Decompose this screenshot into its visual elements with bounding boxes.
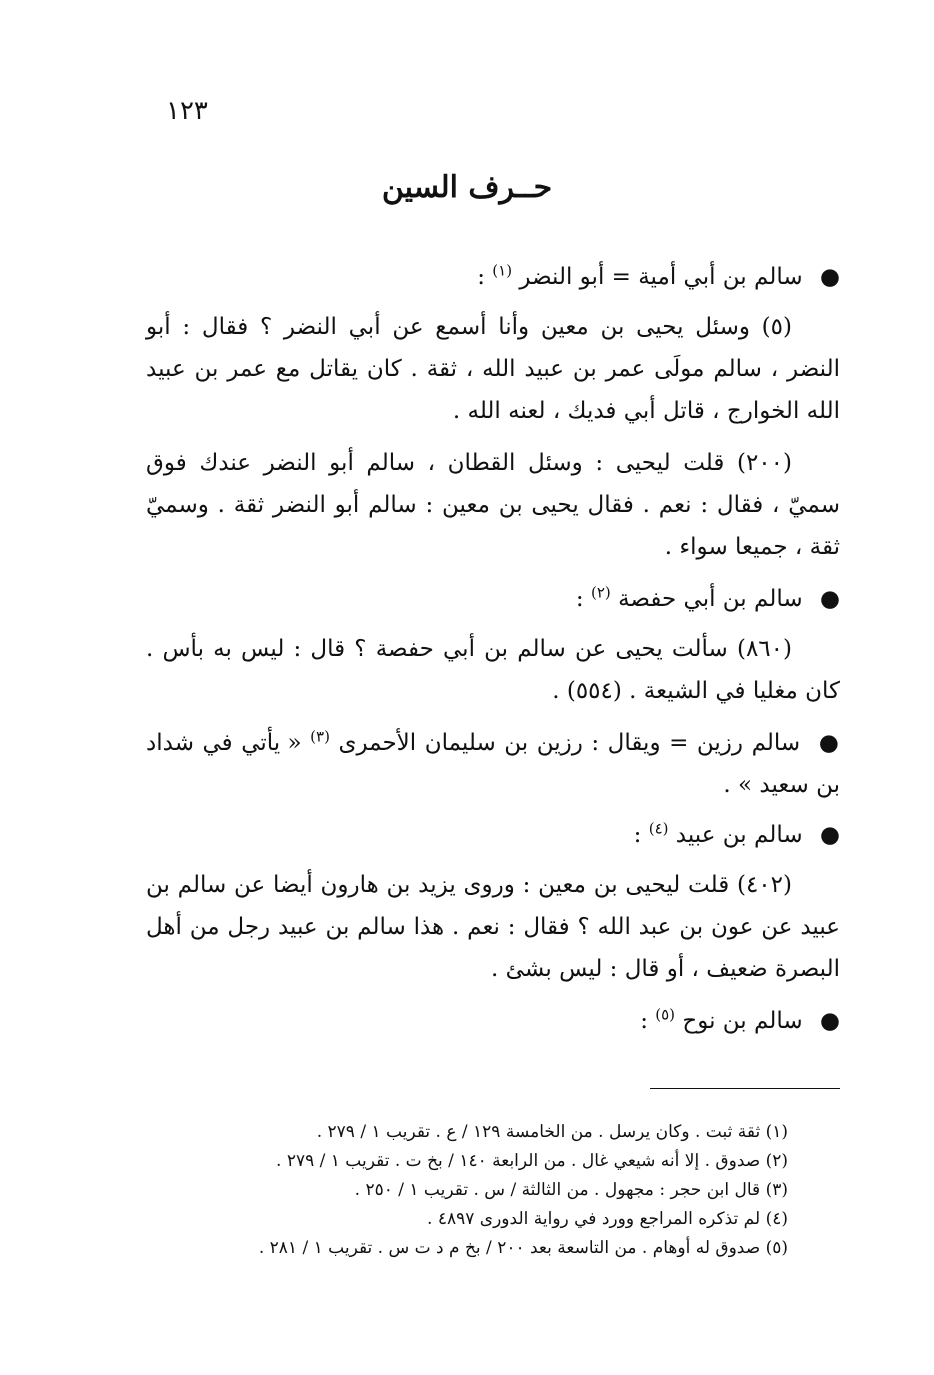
- footnote: (٢) صدوق . إلا أنه شيعي غال . من الرابعة ١٤٠ / بخ ت . تقريب ١ / ٢٧٩ .: [276, 1151, 788, 1171]
- bullet-icon: ●: [819, 264, 840, 290]
- entry-heading: [146, 814, 840, 856]
- bullet-icon: ●: [819, 822, 840, 848]
- entry-salim-razin: [146, 722, 840, 806]
- entry-salim-ibn-ubayd: [146, 814, 840, 990]
- page-number: ١٢٣: [166, 96, 208, 126]
- bullet-icon: ●: [819, 1008, 840, 1034]
- footnote-ref: (٢): [590, 583, 611, 602]
- chapter-title: حــرف السين: [381, 170, 553, 205]
- footnote: (٤) لم تذكره المراجع وورد في رواية الدورى ٤٨٩٧ .: [427, 1209, 788, 1229]
- entry-paragraph: (٢٠٠) قلت ليحيى : وسئل القطان ، سالم أبو النضر عندك فوق سميّ ، فقال : نعم . فقال يحيى بن معين : سالم أبو النضر ثقة . وسميّ ثقة ، جميعا سواء .: [146, 450, 840, 560]
- entry-name: سالم بن نوح: [682, 1008, 803, 1034]
- entry-name: سالم بن أبي حفصة: [618, 586, 803, 612]
- footnote-ref: (٣): [310, 727, 330, 746]
- entry-cross-reference: « يأتي في شداد بن سعيد » .: [146, 730, 840, 798]
- entry-name: سالم بن عبيد: [675, 822, 803, 848]
- footnote-ref: (٥): [655, 1005, 676, 1024]
- bullet-icon: ●: [819, 586, 840, 612]
- footnote-ref: (١): [492, 261, 513, 280]
- main-content: [146, 250, 840, 1050]
- entry-paragraph: (٨٦٠) سألت يحيى عن سالم بن أبي حفصة ؟ قال : ليس به بأس . كان مغليا في الشيعة . (٥٥٤) .: [146, 636, 840, 704]
- entry-heading: [146, 256, 840, 298]
- entry-colon: :: [633, 822, 642, 848]
- entry-heading: [146, 1000, 840, 1042]
- entry-colon: :: [640, 1008, 648, 1034]
- entry-salim-ibn-abi-umayya: [146, 256, 840, 568]
- entry-colon: :: [575, 586, 584, 612]
- footnote: (١) ثقة ثبت . وكان يرسل . من الخامسة ١٢٩ / ع . تقريب ١ / ٢٧٩ .: [316, 1122, 788, 1142]
- entry-salim-ibn-abi-hafsa: [146, 578, 840, 712]
- entry-heading: [146, 578, 840, 620]
- footnote: (٥) صدوق له أوهام . من التاسعة بعد ٢٠٠ / بخ م د ت س . تقريب ١ / ٢٨١ .: [258, 1238, 788, 1258]
- footnote-ref: (٤): [648, 819, 669, 838]
- entry-paragraph: (٥) وسئل يحيى بن معين وأنا أسمع عن أبي النضر ؟ فقال : أبو النضر ، سالم مولَى عمر بن عبيد الله ، ثقة . كان يقاتل مع عمر بن عبيد الله الخوارج ، قاتل أبي فديك ، لعنه الله .: [146, 314, 840, 424]
- footnote: (٣) قال ابن حجر : مجهول . من الثالثة / س . تقريب ١ / ٢٥٠ .: [354, 1180, 788, 1200]
- entry-name: سالم رزين = ويقال : رزين بن سليمان الأحمرى: [338, 730, 801, 756]
- footnote-divider: [650, 1088, 840, 1089]
- footnotes: [140, 1118, 788, 1263]
- entry-name: سالم بن أبي أمية = أبو النضر: [519, 264, 803, 290]
- entry-heading: [146, 722, 840, 806]
- entry-colon: :: [477, 264, 485, 290]
- entry-salim-ibn-nuh: [146, 1000, 840, 1042]
- entry-paragraph: (٤٠٢) قلت ليحيى بن معين : وروى يزيد بن هارون أيضا عن سالم بن عبيد عن عون بن عبد الله ؟ فقال : نعم . هذا سالم بن عبيد رجل من أهل البصرة ضعيف ، أو قال : ليس بشئ .: [146, 872, 840, 982]
- bullet-icon: ●: [818, 730, 841, 756]
